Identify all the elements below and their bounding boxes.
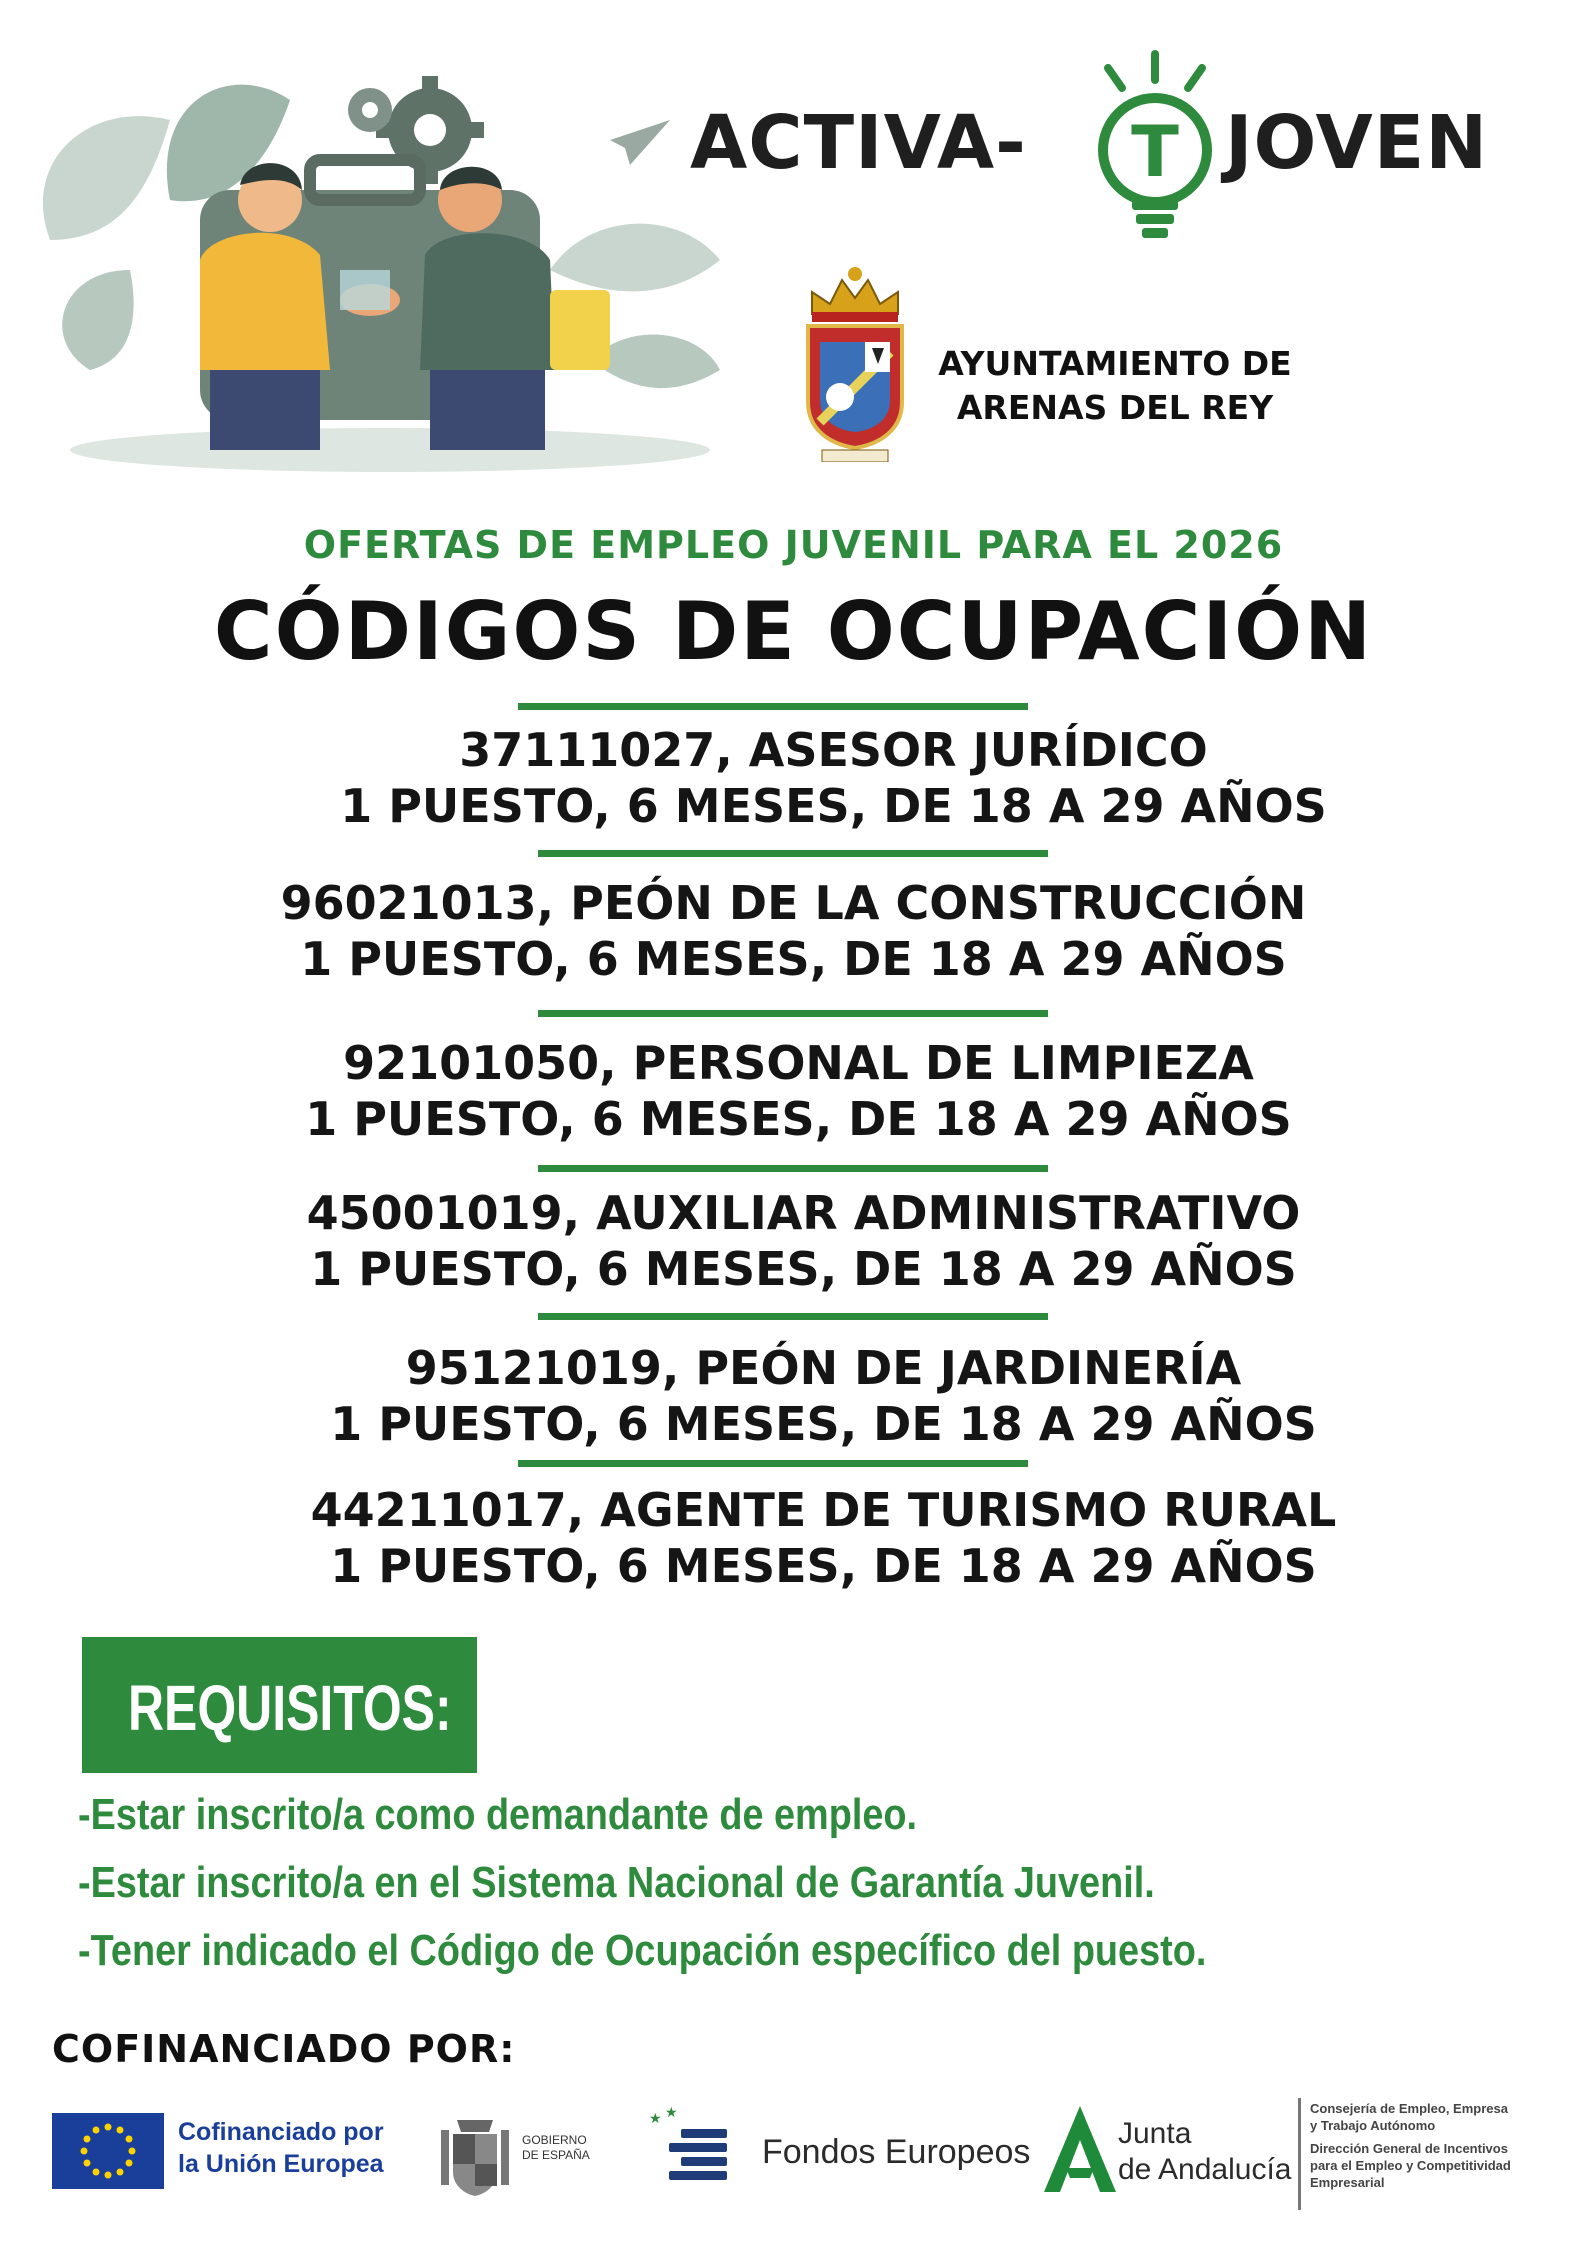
- job-details: 1 PUESTO, 6 MESES, DE 18 A 29 AÑOS: [330, 1539, 1317, 1593]
- requirement-item: -Estar inscrito/a como demandante de empleo.: [78, 1790, 918, 1839]
- divider: [538, 1165, 1048, 1172]
- subtitle: OFERTAS DE EMPLEO JUVENIL PARA EL 2026: [303, 523, 1284, 567]
- job-offer: [30, 1340, 1587, 1452]
- municipality-name: [905, 342, 1325, 430]
- municipality-line-2: ARENAS DEL REY: [956, 388, 1274, 427]
- eu-line-2: la Unión Europea: [178, 2150, 384, 2178]
- logo-word-activa: ACTIVA-: [690, 100, 1027, 186]
- requirements-heading: REQUISITOS:: [128, 1672, 452, 1744]
- direccion-line-1: Dirección General de Incentivos: [1310, 2141, 1508, 2156]
- divider: [538, 1313, 1048, 1320]
- divider: [538, 850, 1048, 857]
- fondos-europeos-text: Fondos Europeos: [762, 2133, 1031, 2171]
- job-details: 1 PUESTO, 6 MESES, DE 18 A 29 AÑOS: [310, 1242, 1297, 1296]
- eu-line-1: Cofinanciado por: [178, 2118, 384, 2146]
- lightbulb-icon: [1090, 50, 1220, 250]
- junta-text: [1118, 2116, 1291, 2188]
- paper-plane-icon: [610, 120, 670, 165]
- job-details: 1 PUESTO, 6 MESES, DE 18 A 29 AÑOS: [300, 932, 1287, 986]
- consejeria-line-2: y Trabajo Autónomo: [1310, 2118, 1436, 2133]
- eu-flag-icon: [52, 2113, 164, 2189]
- page-title: CÓDIGOS DE OCUPACIÓN: [213, 585, 1374, 678]
- job-offer: [30, 1482, 1587, 1594]
- job-details: 1 PUESTO, 6 MESES, DE 18 A 29 AÑOS: [330, 1397, 1317, 1451]
- junta-andalucia-logo-icon: [1040, 2098, 1120, 2198]
- divider: [538, 1010, 1048, 1017]
- direccion-line-2: para el Empleo y Competitividad: [1310, 2158, 1511, 2173]
- svg-text:★: ★: [649, 2111, 662, 2127]
- municipality-line-1: AYUNTAMIENTO DE: [938, 344, 1292, 383]
- job-details: 1 PUESTO, 6 MESES, DE 18 A 29 AÑOS: [305, 1092, 1292, 1146]
- activa-joven-logo: [690, 50, 1560, 250]
- requirement-item: -Tener indicado el Código de Ocupación específico del puesto.: [78, 1926, 1207, 1975]
- job-offer: [40, 722, 1587, 834]
- direccion-line-3: Empresarial: [1310, 2175, 1385, 2190]
- job-code-title: 37111027, ASESOR JURÍDICO: [459, 723, 1208, 777]
- job-code-title: 44211017, AGENTE DE TURISMO RURAL: [310, 1483, 1337, 1537]
- logo-bulb-letter: T: [1131, 111, 1179, 193]
- job-offer: [10, 1185, 1587, 1297]
- job-offer: [5, 1035, 1587, 1147]
- vertical-divider: [1298, 2098, 1301, 2210]
- municipal-coat-of-arms: [800, 262, 910, 462]
- job-code-title: 92101050, PERSONAL DE LIMPIEZA: [343, 1036, 1254, 1090]
- header-illustration: [30, 40, 730, 480]
- job-code-title: 96021013, PEÓN DE LA CONSTRUCCIÓN: [280, 876, 1307, 930]
- cofinanced-label: COFINANCIADO POR:: [52, 2027, 516, 2071]
- divider: [518, 1460, 1028, 1467]
- fondos-europeos-logo-icon: [645, 2105, 745, 2195]
- divider: [518, 703, 1028, 710]
- job-code-title: 45001019, AUXILIAR ADMINISTRATIVO: [306, 1186, 1301, 1240]
- consejeria-line-1: Consejería de Empleo, Empresa: [1310, 2101, 1508, 2116]
- gobierno-text: [522, 2133, 590, 2163]
- spain-coat-of-arms-icon: [435, 2110, 515, 2200]
- eu-cofinanced-text: [178, 2116, 384, 2180]
- requirement-item: -Estar inscrito/a en el Sistema Nacional de Garantía Juvenil.: [78, 1858, 1155, 1907]
- gobierno-line-1: GOBIERNO: [522, 2133, 587, 2147]
- requirements-heading-box: [82, 1637, 477, 1773]
- gobierno-line-2: DE ESPAÑA: [522, 2148, 590, 2162]
- logo-word-joven: JOVEN: [1225, 100, 1489, 186]
- junta-line-1: Junta: [1118, 2117, 1192, 2150]
- consejeria-text: [1310, 2100, 1511, 2191]
- job-code-title: 95121019, PEÓN DE JARDINERÍA: [405, 1341, 1242, 1395]
- job-details: 1 PUESTO, 6 MESES, DE 18 A 29 AÑOS: [340, 779, 1327, 833]
- junta-line-2: de Andalucía: [1118, 2153, 1292, 2186]
- job-offer: [0, 875, 1587, 987]
- svg-text:★: ★: [665, 2105, 678, 2121]
